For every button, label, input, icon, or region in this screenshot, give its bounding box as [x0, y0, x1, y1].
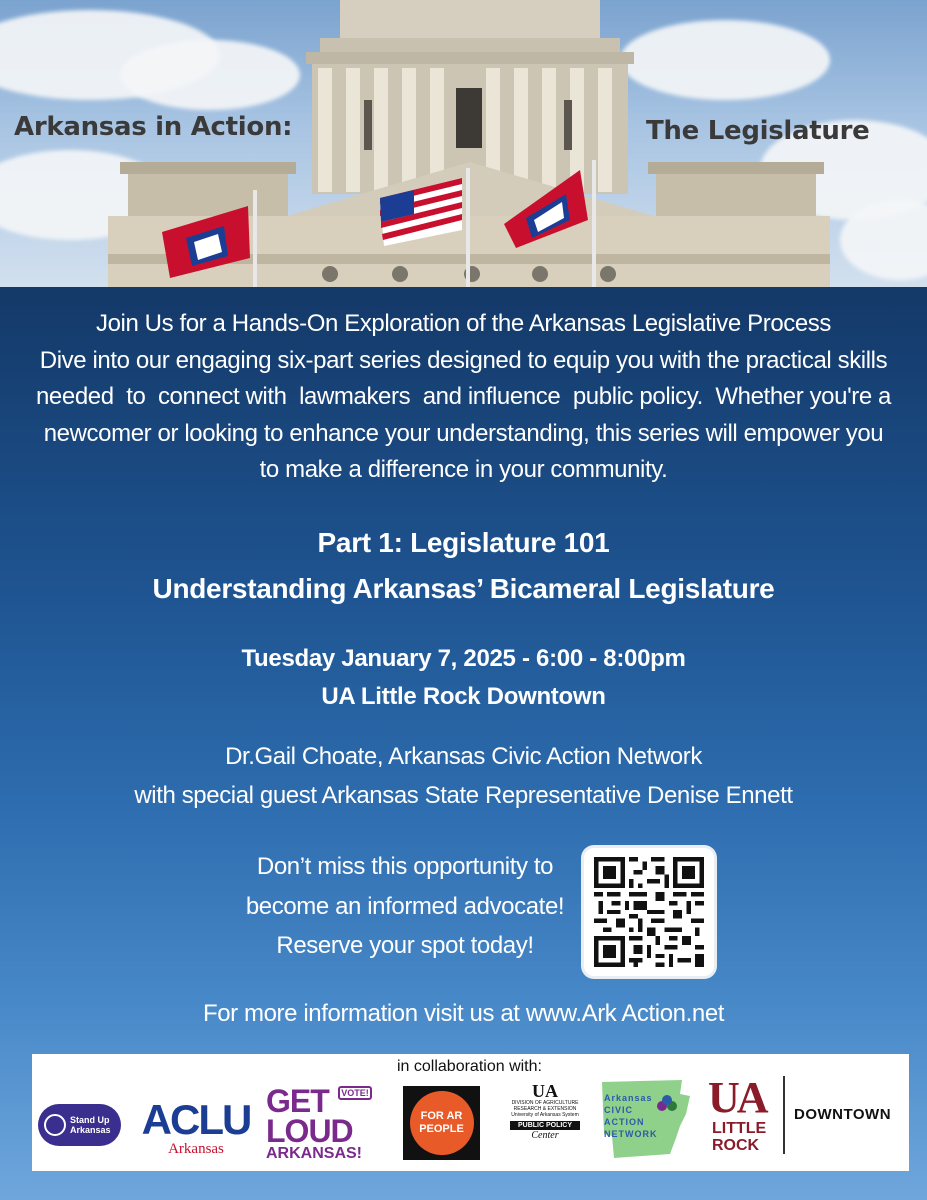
- public-policy-center-text: Center: [531, 1130, 559, 1141]
- ua-division-mark: UA: [532, 1081, 558, 1101]
- aclu-arkansas-logo: [137, 1098, 255, 1158]
- ua-division-text: DIVISION OF AGRICULTURE RESEARCH & EXTENSION University of Arkansas System: [511, 1100, 579, 1118]
- intro-line: needed to connect with lawmakers and influence public policy. Whether you're a: [35, 383, 892, 410]
- for-ar-people-logo: [403, 1086, 480, 1160]
- hero-title-left: Arkansas in Action:: [14, 112, 293, 142]
- cta-line: become an informed advocate!: [245, 892, 565, 920]
- get-loud-line-1: GET: [266, 1083, 329, 1119]
- ualr-downtown: DOWNTOWN: [794, 1106, 892, 1123]
- event-datetime: Tuesday January 7, 2025 - 6:00 - 8:00pm: [241, 645, 686, 672]
- speaker-name: Dr.Gail Choate, Arkansas Civic Action Network: [225, 743, 702, 770]
- ualr-rock: ROCK: [712, 1137, 760, 1154]
- event-location: UA Little Rock Downtown: [321, 683, 606, 710]
- megaphone-icon: VOTE!: [338, 1086, 372, 1100]
- acan-text: Arkansas CIVIC ACTION NETWORK: [604, 1093, 658, 1139]
- more-info-link[interactable]: For more information visit us at www.Ark Action.net: [202, 1000, 725, 1027]
- ualr-divider: [783, 1076, 785, 1154]
- event-details: [0, 640, 927, 716]
- intro-line: to make a difference in your community.: [259, 456, 668, 483]
- call-to-action: [190, 847, 620, 966]
- ualr-mark: UA: [708, 1073, 766, 1122]
- cta-line: Reserve your spot today!: [276, 932, 534, 959]
- aclu-state: Arkansas: [168, 1141, 224, 1157]
- cta-line: Don’t miss this opportunity to: [256, 853, 554, 880]
- intro-line: newcomer or looking to enhance your understanding, this series will empower you: [43, 419, 884, 447]
- stand-up-arkansas-text: Stand Up Arkansas: [70, 1115, 111, 1135]
- intro-paragraph: [0, 306, 927, 489]
- get-loud-line-3: ARKANSAS!: [266, 1145, 362, 1162]
- hero-title-right: The Legislature: [646, 116, 870, 146]
- people-icon: [44, 1114, 66, 1136]
- speakers: [0, 737, 927, 815]
- aclu-wordmark: ACLU: [141, 1096, 251, 1143]
- public-policy-text: PUBLIC POLICY: [510, 1121, 580, 1130]
- get-loud-arkansas-logo: [266, 1083, 384, 1166]
- get-loud-line-2: LOUD: [266, 1113, 353, 1149]
- special-guest: with special guest Arkansas State Representative Denise Ennett: [134, 782, 793, 809]
- intro-line: Dive into our engaging six-part series designed to equip you with the practical skills: [39, 346, 888, 374]
- ua-little-rock-downtown-logo: [702, 1073, 902, 1156]
- stand-up-arkansas-logo: [38, 1104, 121, 1146]
- ua-public-policy-center-logo: [506, 1082, 584, 1168]
- registration-qr-code[interactable]: [584, 848, 714, 976]
- arkansas-civic-action-network-logo: [596, 1074, 694, 1164]
- for-ar-people-text: FOR AR PEOPLE: [410, 1091, 474, 1155]
- session-heading: [0, 520, 927, 612]
- part-title: Part 1: Legislature 101: [317, 527, 610, 558]
- collaboration-heading: in collaboration with:: [397, 1058, 542, 1075]
- qr-code-icon: [594, 857, 704, 967]
- ualr-little: LITTLE: [712, 1120, 767, 1137]
- ualr-little-rock: [712, 1120, 766, 1154]
- intro-line: Join Us for a Hands-On Exploration of the Arkansas Legislative Process: [95, 310, 832, 337]
- part-subtitle: Understanding Arkansas’ Bicameral Legislature: [152, 573, 775, 604]
- capitol-hero-image: [0, 0, 927, 287]
- sponsor-logos-band: [32, 1054, 909, 1171]
